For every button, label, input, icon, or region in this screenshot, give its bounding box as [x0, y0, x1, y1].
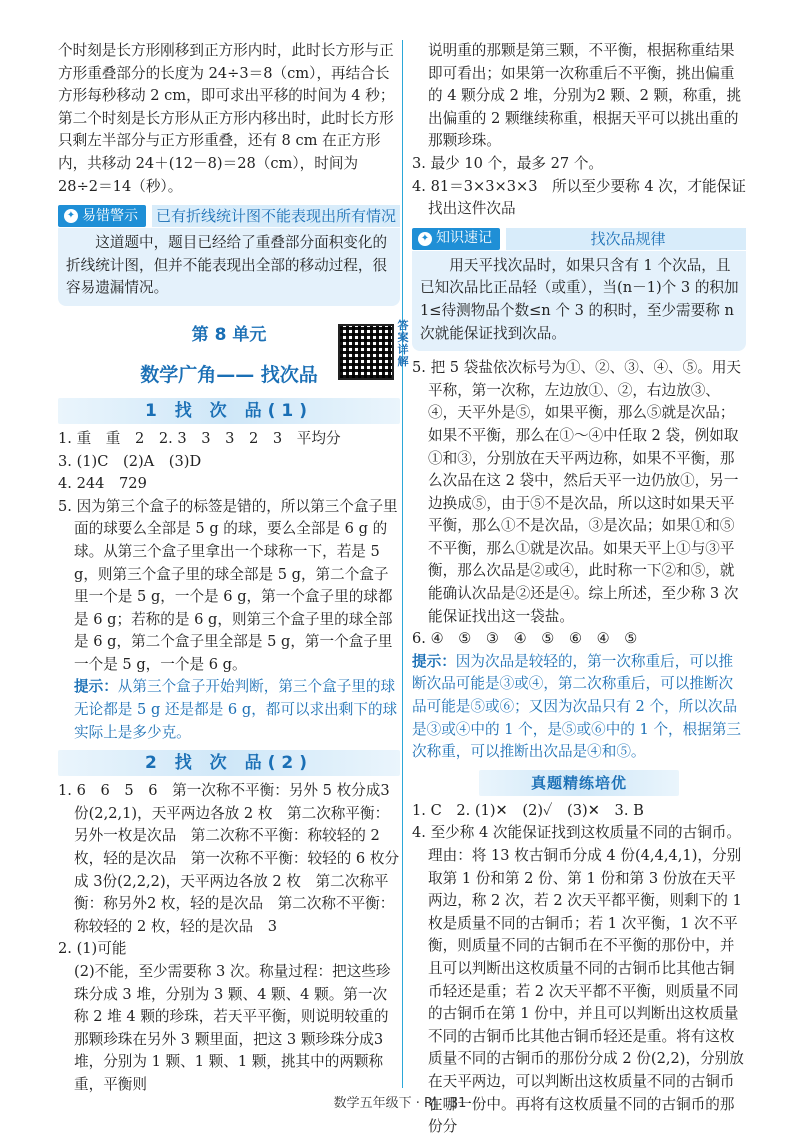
warning-header [58, 204, 400, 228]
knowledge-box [412, 227, 746, 351]
list-item: 3. (1)C (2)A (3)D [58, 452, 202, 470]
warning-tag [58, 205, 146, 227]
warning-text: 这道题中，题目已经给了重叠部分面积变化的折线统计图，但并不能表现出全部的移动过程，很容易遗漏情况。 [66, 234, 388, 297]
knowledge-text: 用天平找次品时，如果只含有 1 个次品，且已知次品比正品轻（或重），当(n－1)个 3 的积加 1≤待测物品个数≤n 个 3 的积时，至少需要称 n 次就能保证找到次品。 [420, 256, 739, 342]
knowledge-header [412, 227, 746, 251]
left-column [58, 40, 409, 1097]
knowledge-title: 找次品规律 [506, 228, 746, 250]
knowledge-tag-label: 知识速记 [436, 230, 492, 247]
list-item: 1. 重 重 2 2. 3 3 3 2 3 平均分 [58, 429, 341, 447]
warning-body [58, 228, 400, 306]
list-item: (2)不能，至少需要称 3 次。称量过程：把这些珍珠分成 3 堆，分别为 3 颗、4 颗、4 颗。第一次称 2 堆 4 颗的珍珠，若天平平衡，则说明较重的那颗珍珠在另外 3 颗里面，把这 3 颗珍珠分成3 堆，分别为 1 颗、1 颗、1 颗，挑其中的两颗称重，平衡则 [74, 963, 391, 1093]
unit-subtitle: 数学广角—— 找次品 [140, 363, 318, 386]
hint-text: 因为次品是较轻的，第一次称重后，可以推断次品可能是③或④，第二次称重后，可以推断次品可能是⑤或⑥；又因为次品只有 2 个，所以次品是③或④中的 1 个，是⑤或⑥中的 1 个，根据第三次称重，可以推断出次品是④和⑤。 [412, 652, 742, 761]
list-item: 6. ④ ⑤ ③ ④ ⑤ ⑥ ④ ⑤ [412, 630, 638, 648]
bulb-icon: ✦ [64, 209, 78, 223]
right-column [412, 40, 746, 1139]
warning-tag-label: 易错警示 [82, 207, 138, 224]
bulb-icon: ✦ [418, 232, 432, 246]
list-item: 5. 因为第三个盒子的标签是错的，所以第三个盒子里面的球要么全部是 5 g 的球，要么全部是 6 g 的球。从第三个盒子里拿出一个球称一下，若是 5 g，则第三个盒子里的球全部是 5 g，第二个盒子里一个是 5 g，一个是 6 g，第一个盒子里的球都是 6 g；若称的是 6 g，则第三个盒子里的球全部是 6 g，第二个盒子里全部是 5 g，第一个盒子里一个是 5 g，一个是 6 g。 [58, 497, 398, 673]
list-item: 4. 244 729 [58, 475, 147, 493]
warning-box [58, 204, 400, 306]
warning-title: 已有折线统计图不能表现出所有情况 [152, 205, 400, 227]
knowledge-tag [412, 228, 500, 250]
list-item: 5. 把 5 袋盐依次标号为①、②、③、④、⑤。用天平称，第一次称，左边放①、②，右边放③、④，天平外是⑤，如果平衡，那么⑤就是次品；如果不平衡，那么在①～④中任取 2 袋，例如取①和③，分别放在天平两边称，如果不平衡，那么次品在这 2 袋中，然后天平一边仍放①，另一边换成⑤，由于⑤不是次品，所以这时如果天平平衡，那么①不是次品，③是次品；如果①和⑤不平衡，那么①就是次品。如果天平上①与③平衡，那么次品是②或④，此时称一下②和⑤，就能确认次品是②还是④。综上所述，至少称 3 次能保证找出这一袋盐。 [412, 359, 742, 625]
list-item: 2. (1)可能 [58, 940, 127, 958]
unit-title: 第 8 单元 [191, 324, 267, 345]
section-title-2: 2 找 次 品(2) [58, 750, 400, 776]
section-title-1: 1 找 次 品(1) [58, 398, 400, 424]
page-footer: 数学五年级下 · RJ 31 [333, 1096, 467, 1111]
hint-text: 从第三个盒子开始判断，第三个盒子里的球无论都是 5 g 还是都是 6 g，都可以求出剩下的球实际上是多少克。 [74, 678, 398, 741]
unit-header [58, 318, 409, 392]
qr-label: 答案详解 [397, 318, 409, 368]
continued-paragraph: 说明重的那颗是第三颗，不平衡，根据称重结果即可看出；如果第一次称重后不平衡，挑出偏重的 4 颗分成 2 堆，分别为2 颗、2 颗，称重，挑出偏重的 2 颗继续称重，根据天平可以挑出重的那颗珍珠。 [428, 42, 742, 150]
list-item: 3. 最少 10 个，最多 27 个。 [412, 154, 604, 172]
column-divider [402, 40, 403, 1088]
list-item: 1. 6 6 5 6 第一次称不平衡：另外 5 枚分成3份(2,2,1)，天平两边各放 2 枚 第二次称平衡：另外一枚是次品 第二次称不平衡：称较轻的 2 枚，轻的是次品 第一次称不平衡：较轻的 6 枚分成 3份(2,2,2)，天平两边各放 2 枚 第二次称平衡：称另外2 枚，轻的是次品 第二次称不平衡：称较轻的 2 枚，轻的是次品 3 [58, 782, 400, 935]
hint-paragraph [58, 676, 400, 744]
list-item: 4. 81＝3×3×3×3 所以至少要称 4 次，才能保证找出这件次品 [412, 177, 746, 218]
qr-code[interactable] [338, 324, 394, 380]
hint-paragraph [412, 651, 746, 764]
section-title-3: 真题精练培优 [479, 770, 679, 796]
hint-label: 提示： [74, 678, 118, 696]
list-item: 4. 至少称 4 次能保证找到这枚质量不同的古铜币。理由：将 13 枚古铜币分成 4 份(4,4,4,1)，分别取第 1 份和第 2 份、第 1 份和第 3 份放在天平两边，称 2 次，若 2 次天平都平衡，则剩下的 1 枚是质量不同的古铜币；若 1 次平衡，1 次不平衡，则质量不同的古铜币在不平衡的那份中，并且可以判断出这枚质量不同的古铜币比其他古铜币轻还是重；若 2 次天平都不平衡，则质量不同的古铜币在第 1 份中，并且可以判断出这枚质量不同的古铜币比其他古铜币轻还是重。将有这枚质量不同的古铜币的那份分成 2 份(2,2)，分别放在天平两边，可以判断出这枚质量不同的古铜币在哪一份中。再将有这枚质量不同的古铜币的那份分 [412, 824, 744, 1136]
intro-paragraph: 个时刻是长方形刚移到正方形内时，此时长方形与正方形重叠部分的长度为 24÷3＝8（cm），再结合长方形每秒移动 2 cm，即可求出平移的时间为 4 秒；第二个时刻是长方形从正方形内移出时，此时长方形只剩左半部分与正方形重叠，还有 8 cm 在正方形内，共移动 24＋(12－8)＝28（cm），时间为 28÷2＝14（秒）。 [58, 42, 395, 195]
knowledge-body [412, 251, 746, 351]
list-item: 1. C 2. (1)✕ (2)✓ (3)✕ 3. B [412, 801, 644, 819]
hint-label: 提示： [412, 652, 456, 670]
